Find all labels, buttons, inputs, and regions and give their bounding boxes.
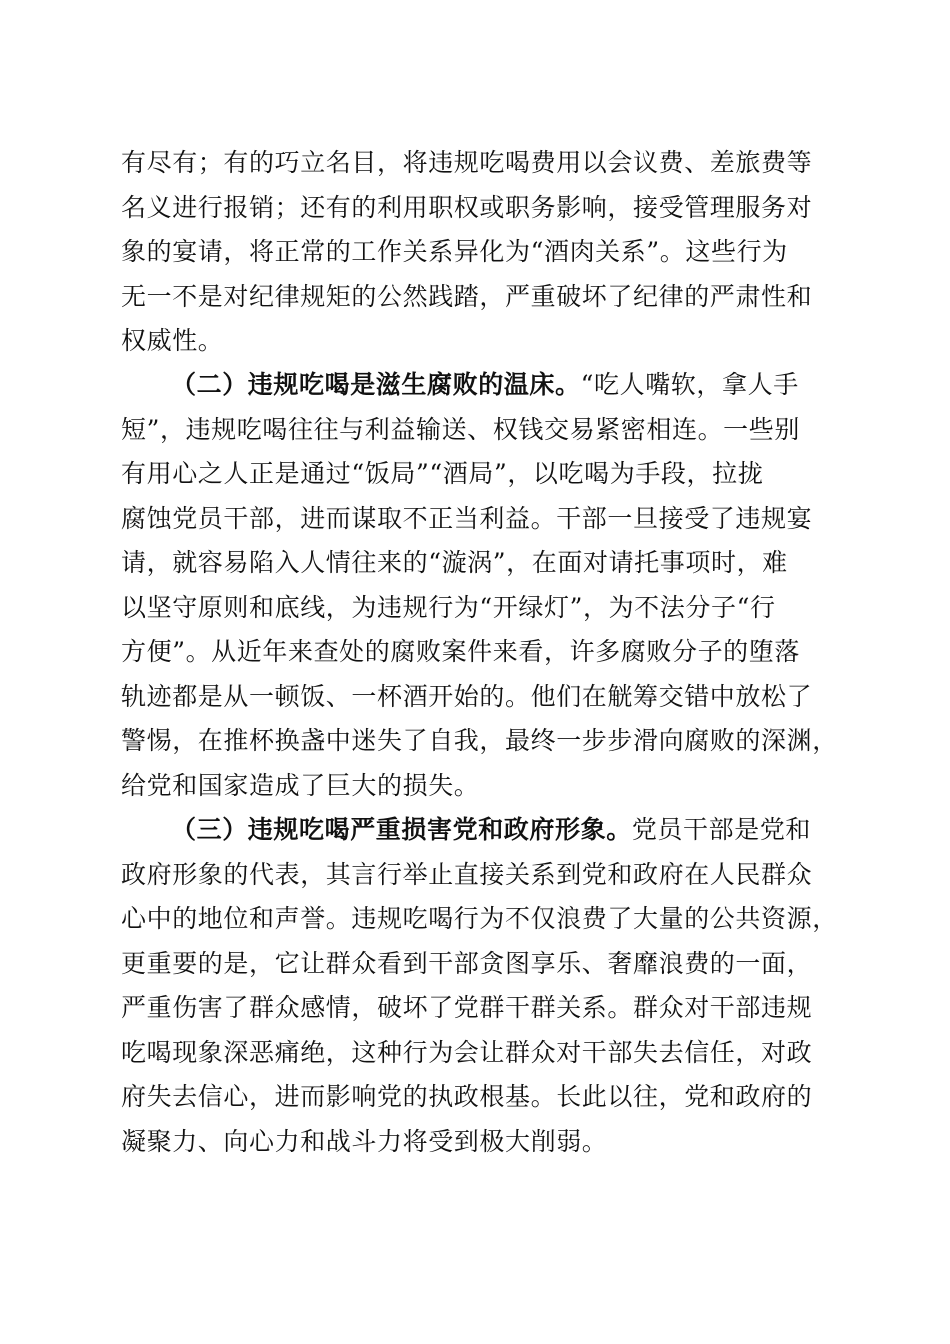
paragraph-section-2 xyxy=(121,363,838,808)
section-heading: （三）违规吃喝严重损害党和政府形象。 xyxy=(171,815,632,844)
paragraph-line: 腐蚀党员干部，进而谋取不正当利益。干部一旦接受了违规宴 xyxy=(121,503,813,533)
paragraph-line: 权威性。 xyxy=(121,326,224,355)
paragraph-line: 有用心之人正是通过“饭局”“酒局”，以吃喝为手段，拉拢 xyxy=(121,459,764,488)
paragraph-line: 请，就容易陷入人情往来的“漩涡”，在面对请托事项时，难 xyxy=(121,548,788,577)
paragraph-line: 政府形象的代表，其言行举止直接关系到党和政府在人民群众 xyxy=(121,859,813,889)
paragraph-line: 严重伤害了群众感情，破坏了党群干群关系。群众对干部违规 xyxy=(121,993,813,1022)
paragraph-line-tail: 党员干部是党和 xyxy=(631,815,812,844)
section-heading: （二）违规吃喝是滋生腐败的温床。 xyxy=(171,370,581,399)
paragraph-line: 以坚守原则和底线，为违规行为“开绿灯”，为不法分子“行 xyxy=(121,592,776,622)
paragraph-line: 象的宴请，将正常的工作关系异化为“酒肉关系”。这些行为 xyxy=(121,237,788,266)
paragraph-line: 给党和国家造成了巨大的损失。 xyxy=(121,770,480,800)
paragraph-line: 方便”。从近年来查处的腐败案件来看，许多腐败分子的堕落 xyxy=(121,637,800,666)
paragraph-line: 府失去信心，进而影响党的执政根基。长此以往，党和政府的 xyxy=(121,1082,813,1111)
paragraph-first-line xyxy=(121,363,831,408)
paragraph-line: 名义进行报销；还有的利用职权或职务影响，接受管理服务对 xyxy=(121,192,813,222)
paragraph-line: 有尽有；有的巧立名目，将违规吃喝费用以会议费、差旅费等 xyxy=(121,148,813,177)
paragraph-continuation xyxy=(121,141,831,364)
paragraph-line: 吃喝现象深恶痛绝，这种行为会让群众对干部失去信任，对政 xyxy=(121,1037,813,1067)
paragraph-line: 凝聚力、向心力和战斗力将受到极大削弱。 xyxy=(121,1126,608,1156)
paragraph-line: 短”，违规吃喝往往与利益输送、权钱交易紧密相连。一些别 xyxy=(121,414,800,444)
paragraph-line: 心中的地位和声誉。违规吃喝行为不仅浪费了大量的公共资源， xyxy=(121,904,838,933)
paragraph-line-tail: “吃人嘴软，拿人手 xyxy=(580,370,799,399)
paragraph-line: 更重要的是，它让群众看到干部贪图享乐、奢靡浪费的一面， xyxy=(121,948,813,978)
paragraph-line: 无一不是对纪律规矩的公然践踏，严重破坏了纪律的严肃性和 xyxy=(121,281,813,311)
paragraph-first-line xyxy=(121,808,831,853)
paragraph-line: 轨迹都是从一顿饭、一杯酒开始的。他们在觥筹交错中放松了 xyxy=(121,681,813,711)
paragraph-line: 警惕，在推杯换盏中迷失了自我，最终一步步滑向腐败的深渊， xyxy=(121,726,838,755)
paragraph-section-3 xyxy=(121,808,838,1164)
